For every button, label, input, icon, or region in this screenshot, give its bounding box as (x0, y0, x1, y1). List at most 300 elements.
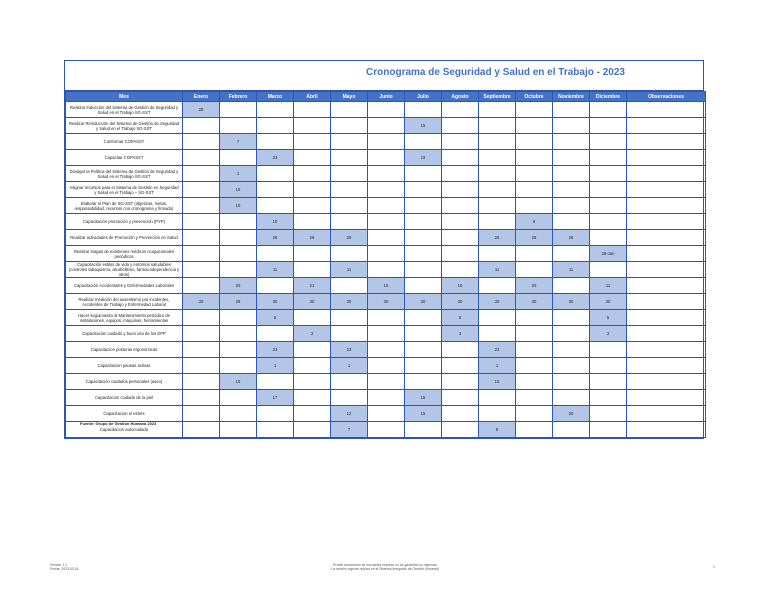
activity-cell: Divulgar la Política del Sistema de Gestión de Seguridad y Salud en el Trabajo SG-SST (66, 166, 183, 182)
schedule-cell: 16 (442, 278, 479, 294)
schedule-cell (442, 342, 479, 358)
schedule-cell (220, 310, 257, 326)
table-row (66, 214, 706, 230)
schedule-cell: 21 (294, 278, 331, 294)
schedule-cell (183, 406, 220, 422)
schedule-cell (405, 214, 442, 230)
schedule-cell: 7 (220, 134, 257, 150)
schedule-cell (479, 166, 516, 182)
footer-disclaimer-line: Si este documento se encuentra impreso no se garantiza su vigencia. (332, 563, 438, 567)
schedule-sheet (64, 60, 704, 439)
footer-disclaimer-line: La versión vigente reposa en el Sistema Integrado de Gestión (Intranet) (331, 567, 439, 571)
schedule-cell (553, 390, 590, 406)
activity-cell: Realizar Inducción del Sistema de Gestión de Seguridad y Salud en el Trabajo SG-SST (66, 102, 183, 118)
schedule-cell (479, 182, 516, 198)
schedule-cell (220, 214, 257, 230)
footer-disclaimer (290, 563, 480, 571)
activity-cell: Elaborar el Plan de SG-SST (objetivos, metas, responsabilidad, recursos con cronograma y firmado) (66, 198, 183, 214)
schedule-cell (405, 310, 442, 326)
schedule-cell (331, 198, 368, 214)
schedule-cell (368, 390, 405, 406)
schedule-cell (331, 374, 368, 390)
schedule-cell (553, 246, 590, 262)
schedule-cell (220, 118, 257, 134)
activity-cell: Hacer seguimiento al Mantenimiento periódico de instalaciones, equipos, máquinas, herramientas (66, 310, 183, 326)
schedule-cell (627, 150, 706, 166)
schedule-cell (368, 422, 405, 438)
activity-cell: Capacitación promoción y prevención (PYP) (66, 214, 183, 230)
table-body (66, 102, 706, 438)
schedule-cell (220, 406, 257, 422)
schedule-cell (294, 358, 331, 374)
schedule-cell (590, 406, 627, 422)
schedule-cell: 20 (220, 278, 257, 294)
schedule-cell: 30 (442, 294, 479, 310)
schedule-cell (442, 358, 479, 374)
schedule-cell (405, 182, 442, 198)
schedule-cell (368, 198, 405, 214)
footer-version (50, 563, 79, 571)
schedule-cell (294, 246, 331, 262)
activity-cell: Realizar medición del ausentismo por incidentes, Accidentes de Trabajo y Enfermedad Laboral (66, 294, 183, 310)
schedule-cell (442, 118, 479, 134)
schedule-cell (627, 390, 706, 406)
schedule-cell (442, 214, 479, 230)
schedule-cell (183, 134, 220, 150)
schedule-cell (294, 374, 331, 390)
schedule-cell (257, 406, 294, 422)
activity-cell: Capacitacion cuidado y buen uso de los EPP (66, 326, 183, 342)
schedule-cell (516, 422, 553, 438)
schedule-cell (405, 134, 442, 150)
schedule-cell (220, 246, 257, 262)
schedule-cell: 30 (479, 294, 516, 310)
schedule-cell: 26 (294, 230, 331, 246)
schedule-cell (627, 166, 706, 182)
schedule-cell (479, 102, 516, 118)
schedule-cell (553, 134, 590, 150)
schedule-cell (257, 118, 294, 134)
schedule-cell: 26 (516, 230, 553, 246)
schedule-cell (553, 326, 590, 342)
schedule-cell: 1 (479, 358, 516, 374)
table-row (66, 150, 706, 166)
schedule-cell (516, 406, 553, 422)
schedule-cell (405, 342, 442, 358)
schedule-cell (405, 102, 442, 118)
schedule-cell (442, 230, 479, 246)
schedule-cell (368, 182, 405, 198)
schedule-cell (331, 102, 368, 118)
schedule-cell (294, 134, 331, 150)
schedule-cell: 6 (516, 214, 553, 230)
schedule-cell: 15 (405, 118, 442, 134)
schedule-cell (516, 326, 553, 342)
schedule-cell (553, 278, 590, 294)
schedule-cell (590, 262, 627, 278)
schedule-cell: 28 (183, 102, 220, 118)
schedule-cell (590, 134, 627, 150)
schedule-cell (294, 310, 331, 326)
schedule-cell (553, 118, 590, 134)
schedule-cell (294, 390, 331, 406)
schedule-cell (294, 262, 331, 278)
schedule-cell: 26 (331, 230, 368, 246)
schedule-cell (590, 166, 627, 182)
schedule-cell (257, 134, 294, 150)
schedule-cell: 23 (257, 150, 294, 166)
column-header: Agosto (442, 92, 479, 102)
schedule-cell (183, 118, 220, 134)
schedule-cell: 16 (405, 390, 442, 406)
table-row (66, 198, 706, 214)
schedule-cell (405, 246, 442, 262)
schedule-cell (553, 422, 590, 438)
table-row (66, 262, 706, 278)
schedule-cell: 1 (257, 358, 294, 374)
schedule-cell (257, 422, 294, 438)
schedule-cell: 11 (331, 262, 368, 278)
schedule-cell: 15 (405, 406, 442, 422)
schedule-cell (590, 118, 627, 134)
schedule-cell (516, 246, 553, 262)
schedule-cell (516, 358, 553, 374)
schedule-cell (516, 342, 553, 358)
schedule-cell: 30 (516, 294, 553, 310)
schedule-cell (220, 326, 257, 342)
schedule-cell (331, 214, 368, 230)
schedule-cell (183, 358, 220, 374)
schedule-cell (479, 310, 516, 326)
schedule-cell (183, 326, 220, 342)
schedule-cell (405, 358, 442, 374)
table-row (66, 118, 706, 134)
schedule-cell (368, 214, 405, 230)
schedule-cell (331, 278, 368, 294)
schedule-cell (183, 390, 220, 406)
activity-cell: Realizar Reinducción del Sistema de Gestión de Seguridad y Salud en el Trabajo SG-SST (66, 118, 183, 134)
schedule-cell (627, 214, 706, 230)
schedule-cell (479, 278, 516, 294)
schedule-cell (368, 262, 405, 278)
schedule-cell (220, 262, 257, 278)
activity-cell: Realizar tiragas de exámenes médicos ocupacionales periódicos (66, 246, 183, 262)
schedule-cell: 15 (220, 182, 257, 198)
schedule-cell (627, 310, 706, 326)
schedule-cell (368, 230, 405, 246)
schedule-cell (479, 134, 516, 150)
schedule-cell: 10 (220, 198, 257, 214)
activity-cell: Capacitacion pausas activas (66, 358, 183, 374)
schedule-cell (516, 134, 553, 150)
schedule-cell (590, 390, 627, 406)
schedule-cell (627, 230, 706, 246)
schedule-cell (516, 198, 553, 214)
header-mes: Mes (66, 92, 183, 102)
activity-cell: Realizar actividades de Promoción y Prevención en Salud (66, 230, 183, 246)
schedule-cell (627, 134, 706, 150)
schedule-cell: 10 (257, 214, 294, 230)
schedule-cell (368, 246, 405, 262)
schedule-cell (368, 102, 405, 118)
schedule-cell (553, 182, 590, 198)
schedule-cell (553, 150, 590, 166)
schedule-cell (553, 358, 590, 374)
schedule-cell (183, 342, 220, 358)
schedule-cell (627, 278, 706, 294)
schedule-cell: 23 (405, 150, 442, 166)
table-row (66, 390, 706, 406)
schedule-cell (553, 342, 590, 358)
schedule-cell (516, 310, 553, 326)
schedule-cell (220, 422, 257, 438)
schedule-cell (331, 326, 368, 342)
schedule-cell (590, 342, 627, 358)
schedule-cell (294, 182, 331, 198)
table-row (66, 358, 706, 374)
activity-cell: Conformar COPASST (66, 134, 183, 150)
schedule-cell: 15 (368, 278, 405, 294)
schedule-cell (627, 182, 706, 198)
schedule-cell (294, 214, 331, 230)
table-row (66, 246, 706, 262)
schedule-cell (331, 134, 368, 150)
activity-cell: Capacitación Accidentales y Enfermedades Laborales (66, 278, 183, 294)
schedule-cell (331, 390, 368, 406)
column-header: Julio (405, 92, 442, 102)
schedule-cell (331, 310, 368, 326)
source-note: Fuente: Grupo de Gestión Humana 2023 (80, 421, 157, 426)
column-header: Enero (183, 92, 220, 102)
schedule-cell (368, 166, 405, 182)
schedule-cell: 30 (294, 294, 331, 310)
schedule-cell (553, 198, 590, 214)
schedule-cell: 8 (479, 422, 516, 438)
schedule-cell (257, 278, 294, 294)
schedule-cell (442, 182, 479, 198)
schedule-cell (479, 150, 516, 166)
schedule-cell: 26 (257, 230, 294, 246)
table-row (66, 326, 706, 342)
schedule-cell (442, 102, 479, 118)
schedule-cell (183, 310, 220, 326)
schedule-cell: 11 (257, 262, 294, 278)
schedule-cell: 30 (405, 294, 442, 310)
schedule-cell (442, 246, 479, 262)
activity-cell: Capacitación cuidados personales (aseo) (66, 374, 183, 390)
schedule-cell: 23 (257, 342, 294, 358)
schedule-cell (553, 310, 590, 326)
schedule-cell (405, 422, 442, 438)
schedule-cell (627, 246, 706, 262)
schedule-cell (368, 358, 405, 374)
table-row (66, 422, 706, 438)
schedule-cell: 23 (479, 342, 516, 358)
schedule-cell (294, 118, 331, 134)
schedule-cell (183, 182, 220, 198)
schedule-cell (183, 246, 220, 262)
schedule-cell (294, 166, 331, 182)
schedule-cell (553, 166, 590, 182)
schedule-cell (516, 374, 553, 390)
schedule-cell (294, 422, 331, 438)
schedule-cell (257, 326, 294, 342)
activity-cell: Capacitacion posturas ergonómicas (66, 342, 183, 358)
schedule-cell (257, 182, 294, 198)
schedule-cell (405, 374, 442, 390)
activity-cell: Capacitacion autocuidado (66, 422, 183, 438)
schedule-cell: 30 (368, 294, 405, 310)
schedule-cell (183, 214, 220, 230)
schedule-cell (368, 134, 405, 150)
schedule-cell (442, 406, 479, 422)
schedule-cell (368, 150, 405, 166)
schedule-cell: 5 (257, 310, 294, 326)
schedule-cell: 20 (553, 406, 590, 422)
schedule-cell (590, 150, 627, 166)
schedule-cell (590, 374, 627, 390)
schedule-cell: 11 (590, 278, 627, 294)
schedule-cell (590, 102, 627, 118)
schedule-cell (294, 150, 331, 166)
schedule-cell (627, 102, 706, 118)
schedule-cell: 30 (331, 294, 368, 310)
schedule-cell (331, 166, 368, 182)
schedule-cell (257, 374, 294, 390)
schedule-cell (590, 214, 627, 230)
schedule-cell (368, 118, 405, 134)
schedule-cell (405, 166, 442, 182)
table-row (66, 374, 706, 390)
table-row (66, 230, 706, 246)
schedule-cell (405, 262, 442, 278)
table-row (66, 278, 706, 294)
schedule-cell: 3 (294, 326, 331, 342)
schedule-cell: 11 (479, 262, 516, 278)
table-row (66, 310, 706, 326)
activity-cell: Capacitacion cuidado de la piel (66, 390, 183, 406)
schedule-cell (368, 406, 405, 422)
schedule-cell: 30 (590, 294, 627, 310)
footer-version-line: Versión 1.1 (50, 563, 67, 567)
schedule-cell (590, 358, 627, 374)
schedule-cell (442, 422, 479, 438)
schedule-cell (257, 246, 294, 262)
schedule-cell (627, 374, 706, 390)
schedule-cell (627, 406, 706, 422)
schedule-cell (331, 118, 368, 134)
schedule-cell (479, 198, 516, 214)
activity-cell: Capacitar COPASST (66, 150, 183, 166)
schedule-cell (294, 198, 331, 214)
schedule-cell: 30 (257, 294, 294, 310)
schedule-cell (479, 390, 516, 406)
schedule-cell: 26 (479, 230, 516, 246)
schedule-cell (183, 262, 220, 278)
column-header: Junio (368, 92, 405, 102)
schedule-cell: 11 (553, 262, 590, 278)
schedule-cell (220, 342, 257, 358)
schedule-cell (220, 390, 257, 406)
column-header: Abril (294, 92, 331, 102)
schedule-cell (627, 118, 706, 134)
schedule-cell: 3 (590, 326, 627, 342)
activity-cell: Asignar recursos para el Sistema de Gestión en Seguridad y Salud en el Trabajo – SG-SST (66, 182, 183, 198)
schedule-cell (257, 198, 294, 214)
schedule-cell (331, 182, 368, 198)
table-row (66, 102, 706, 118)
schedule-cell (627, 358, 706, 374)
schedule-cell (405, 230, 442, 246)
title-band (65, 61, 703, 91)
schedule-cell (442, 390, 479, 406)
schedule-cell (331, 150, 368, 166)
schedule-cell (590, 182, 627, 198)
schedule-cell (183, 150, 220, 166)
schedule-cell (442, 134, 479, 150)
schedule-cell (294, 102, 331, 118)
schedule-cell: 7 (331, 422, 368, 438)
schedule-cell (516, 102, 553, 118)
schedule-cell: 30 (183, 294, 220, 310)
schedule-cell (553, 374, 590, 390)
schedule-cell (590, 230, 627, 246)
schedule-cell (479, 326, 516, 342)
schedule-cell (516, 390, 553, 406)
schedule-cell: 16 (220, 374, 257, 390)
schedule-cell (627, 422, 706, 438)
schedule-cell (368, 342, 405, 358)
schedule-table (65, 91, 706, 438)
column-header: Octubre (516, 92, 553, 102)
schedule-cell (220, 358, 257, 374)
schedule-cell (294, 406, 331, 422)
schedule-cell (183, 422, 220, 438)
table-row (66, 134, 706, 150)
schedule-cell: 28 (220, 294, 257, 310)
schedule-cell: 29-Jan (590, 246, 627, 262)
schedule-cell: 5 (590, 310, 627, 326)
schedule-cell (183, 278, 220, 294)
schedule-cell (479, 214, 516, 230)
schedule-cell: 1 (220, 166, 257, 182)
schedule-cell (220, 230, 257, 246)
page-number: 1 (713, 565, 715, 569)
schedule-cell (442, 150, 479, 166)
schedule-cell (294, 342, 331, 358)
table-row (66, 182, 706, 198)
schedule-cell (442, 262, 479, 278)
schedule-cell (590, 422, 627, 438)
schedule-cell (368, 374, 405, 390)
schedule-cell: 3 (442, 326, 479, 342)
column-header: Noviembre (553, 92, 590, 102)
column-header: Marzo (257, 92, 294, 102)
schedule-cell (479, 406, 516, 422)
document-title: Cronograma de Seguridad y Salud en el Trabajo - 2023 (366, 67, 625, 78)
schedule-cell (516, 118, 553, 134)
schedule-cell (627, 198, 706, 214)
schedule-cell (553, 214, 590, 230)
schedule-cell (442, 198, 479, 214)
schedule-cell (368, 310, 405, 326)
activity-cell: Capacitacion el estrés (66, 406, 183, 422)
schedule-cell (627, 262, 706, 278)
schedule-cell (442, 166, 479, 182)
column-header: Observaciones (627, 92, 706, 102)
schedule-cell (405, 326, 442, 342)
table-row (66, 342, 706, 358)
